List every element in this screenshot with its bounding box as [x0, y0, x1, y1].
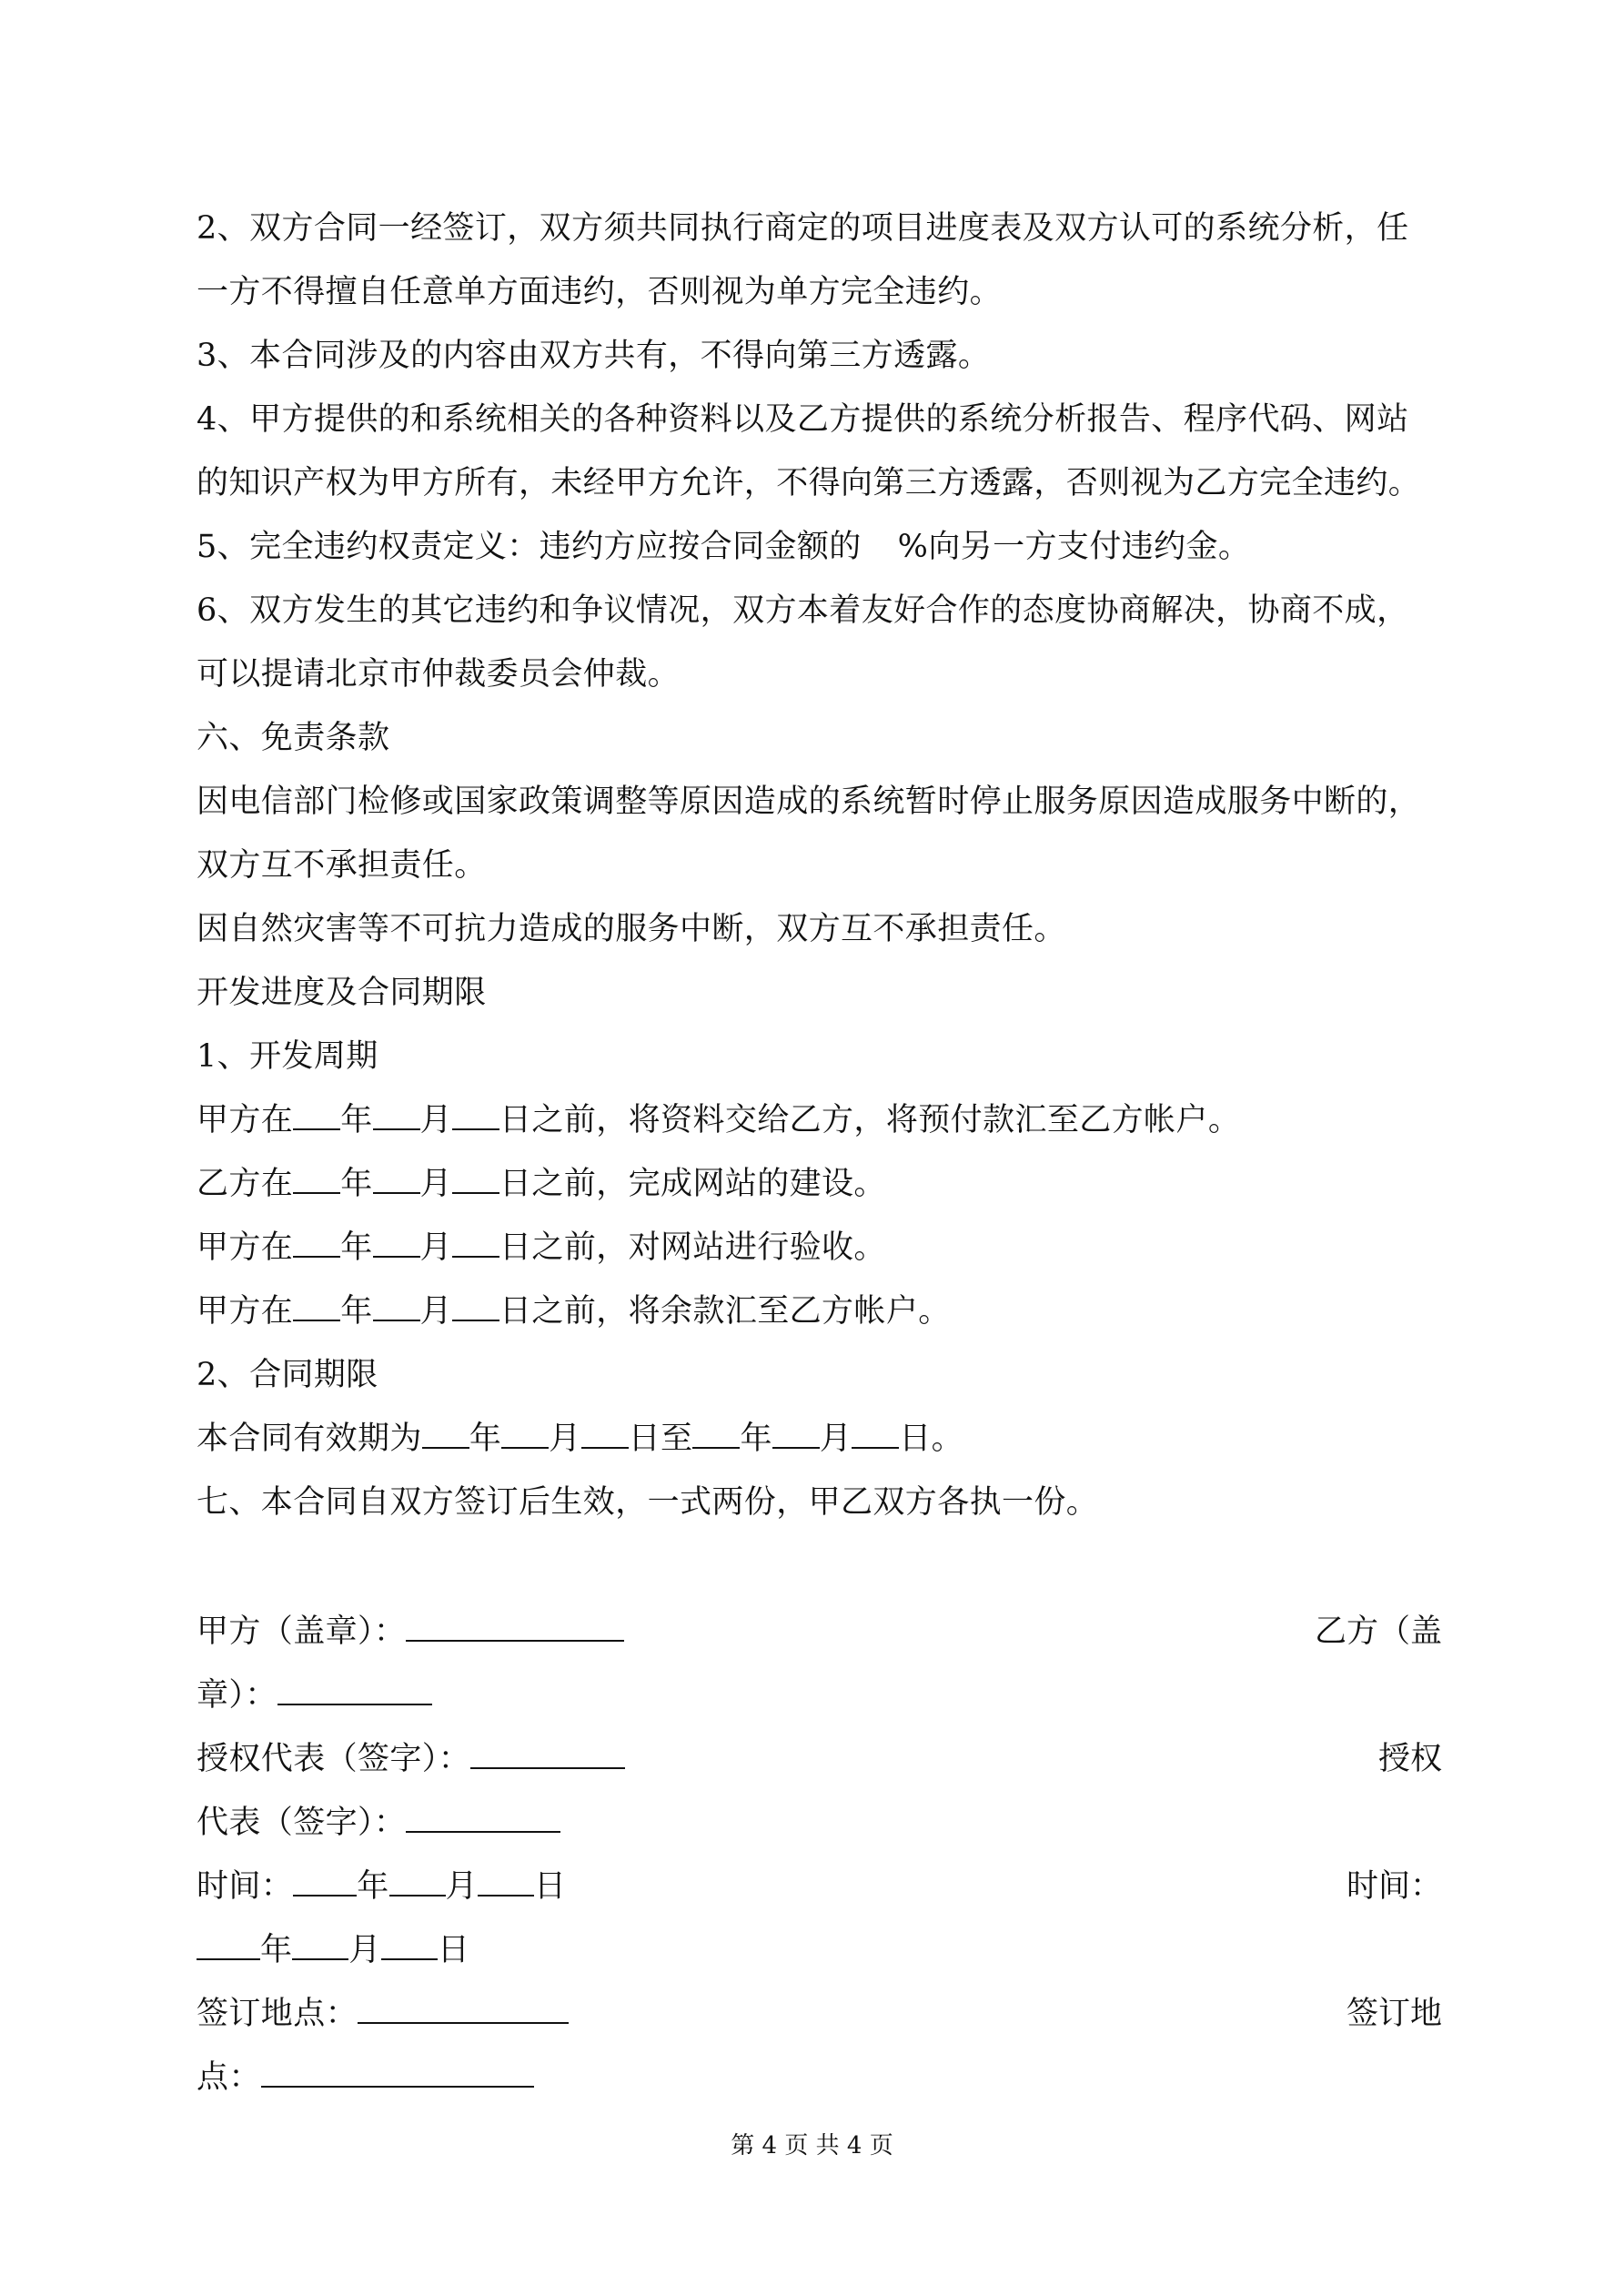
day-blank — [478, 1867, 534, 1896]
party-a-seal-blank — [406, 1613, 624, 1642]
place-b-label-2: 点： — [197, 2059, 261, 2096]
section-6-para-2: 因自然灾害等不可抗力造成的服务中断，双方互不承担责任。 — [197, 911, 1066, 947]
place-a-label: 签订地点： — [197, 1996, 358, 2032]
rep-a-blank — [470, 1740, 625, 1769]
month-unit: 月 — [419, 1229, 453, 1266]
month-blank — [373, 1292, 420, 1321]
day-blank — [452, 1292, 499, 1321]
rep-a-label: 授权代表（签字）： — [197, 1741, 471, 1777]
clause-3: 3、本合同涉及的内容由双方共有，不得向第三方透露。 — [197, 338, 991, 374]
clause-5-text-b: %向另一方支付违约金。 — [897, 529, 1251, 565]
clause-6-line-1: 6、双方发生的其它违约和争议情况，双方本着友好合作的态度协商解决，协商不成， — [197, 592, 1409, 629]
party-b-seal-label-1: 乙方（盖 — [1314, 1613, 1442, 1650]
time-b-line — [197, 1929, 1441, 1971]
day-blank — [852, 1420, 899, 1449]
month-unit: 月 — [419, 1102, 453, 1138]
dev-schedule-title: 开发进度及合同期限 — [197, 975, 487, 1011]
year-blank — [293, 1101, 340, 1130]
day-unit: 日 — [437, 1932, 470, 1968]
month-unit: 月 — [549, 1421, 581, 1457]
day-blank — [452, 1229, 499, 1258]
dev-row-party: 甲方在 — [197, 1229, 294, 1266]
dev-row — [197, 1227, 1441, 1269]
month-blank — [373, 1101, 420, 1130]
page-number: 第 4 页 共 4 页 — [731, 2132, 893, 2159]
day-blank — [452, 1101, 499, 1130]
term-text-a: 本合同有效期为 — [197, 1421, 422, 1457]
dev-cycle-title: 1、开发周期 — [197, 1038, 378, 1075]
clause-4-line-2: 的知识产权为甲方所有，未经甲方允许，不得向第三方透露，否则视为乙方完全违约。 — [197, 465, 1421, 501]
year-blank — [293, 1292, 340, 1321]
section-6-para-1-line-2: 双方互不承担责任。 — [197, 847, 487, 884]
dev-row-party: 乙方在 — [197, 1166, 294, 1202]
clause-5-text-a: 5、完全违约权责定义：违约方应按合同金额的 — [197, 529, 862, 565]
term-text-b: 日至 — [628, 1421, 693, 1457]
rep-a-line — [197, 1738, 1441, 1780]
place-a-line — [197, 1993, 1441, 2035]
party-b-seal-line — [197, 1674, 1441, 1716]
dev-row-party: 甲方在 — [197, 1102, 294, 1138]
rep-b-blank — [406, 1804, 560, 1833]
place-b-line — [197, 2057, 1441, 2099]
year-unit: 年 — [469, 1421, 502, 1457]
place-b-blank — [261, 2058, 534, 2088]
section-7: 七、本合同自双方签订后生效，一式两份，甲乙双方各执一份。 — [197, 1484, 1099, 1521]
term-text-c: 日。 — [899, 1421, 964, 1457]
dev-row — [197, 1290, 1441, 1332]
month-blank — [389, 1867, 446, 1896]
place-b-label-1: 签订地 — [1346, 1996, 1442, 2032]
party-b-seal-label-2: 章）： — [197, 1677, 277, 1714]
year-unit: 年 — [260, 1932, 293, 1968]
year-blank — [293, 1165, 340, 1194]
year-blank — [293, 1229, 340, 1258]
day-blank — [452, 1165, 499, 1194]
party-a-seal-line — [197, 1611, 1441, 1653]
dev-row-party: 甲方在 — [197, 1293, 294, 1330]
year-blank — [197, 1931, 260, 1960]
year-blank — [692, 1420, 740, 1449]
month-unit: 月 — [419, 1293, 453, 1330]
month-blank — [292, 1931, 348, 1960]
day-unit: 日 — [534, 1868, 567, 1905]
dev-row-tail: 日之前，将资料交给乙方，将预付款汇至乙方帐户。 — [499, 1102, 1241, 1138]
day-blank — [381, 1931, 438, 1960]
month-blank — [373, 1165, 420, 1194]
month-blank — [501, 1420, 549, 1449]
month-unit: 月 — [819, 1421, 852, 1457]
day-blank — [581, 1420, 629, 1449]
year-unit: 年 — [340, 1293, 373, 1330]
rep-b-line — [197, 1802, 1441, 1844]
term-title: 2、合同期限 — [197, 1357, 378, 1393]
month-unit: 月 — [348, 1932, 381, 1968]
dev-row — [197, 1163, 1441, 1205]
time-b-label: 时间： — [1346, 1868, 1442, 1905]
party-a-seal-label: 甲方（盖章）： — [197, 1613, 407, 1650]
rep-b-label-1: 授权 — [1377, 1741, 1442, 1777]
clause-2-line-1: 2、双方合同一经签订，双方须共同执行商定的项目进度表及双方认可的系统分析，任 — [197, 210, 1409, 247]
dev-row-tail: 日之前，将余款汇至乙方帐户。 — [499, 1293, 951, 1330]
clause-4-line-1: 4、甲方提供的和系统相关的各种资料以及乙方提供的系统分析报告、程序代码、网站 — [197, 401, 1409, 438]
place-a-blank — [358, 1995, 569, 2024]
dev-row-tail: 日之前，完成网站的建设。 — [499, 1166, 886, 1202]
dev-row-tail: 日之前，对网站进行验收。 — [499, 1229, 886, 1266]
party-b-seal-blank — [277, 1676, 432, 1705]
time-a-line — [197, 1866, 1441, 1907]
clause-2-line-2: 一方不得擅自任意单方面违约，否则视为单方完全违约。 — [197, 274, 1003, 310]
time-a-label: 时间： — [197, 1868, 294, 1905]
month-blank — [772, 1420, 820, 1449]
year-unit: 年 — [340, 1166, 373, 1202]
year-blank — [422, 1420, 469, 1449]
clause-6-line-2: 可以提请北京市仲裁委员会仲裁。 — [197, 656, 681, 693]
year-unit: 年 — [340, 1102, 373, 1138]
clause-5 — [197, 526, 1441, 568]
section-6-para-1-line-1: 因电信部门检修或国家政策调整等原因造成的系统暂时停止服务原因造成服务中断的， — [197, 784, 1421, 820]
section-6-title: 六、免责条款 — [197, 720, 390, 756]
rep-b-label-2: 代表（签字）： — [197, 1805, 407, 1841]
year-unit: 年 — [740, 1421, 772, 1457]
year-unit: 年 — [357, 1868, 389, 1905]
term-line — [197, 1418, 1441, 1460]
year-blank — [293, 1867, 357, 1896]
dev-row — [197, 1099, 1441, 1141]
month-blank — [373, 1229, 420, 1258]
month-unit: 月 — [445, 1868, 479, 1905]
month-unit: 月 — [419, 1166, 453, 1202]
year-unit: 年 — [340, 1229, 373, 1266]
